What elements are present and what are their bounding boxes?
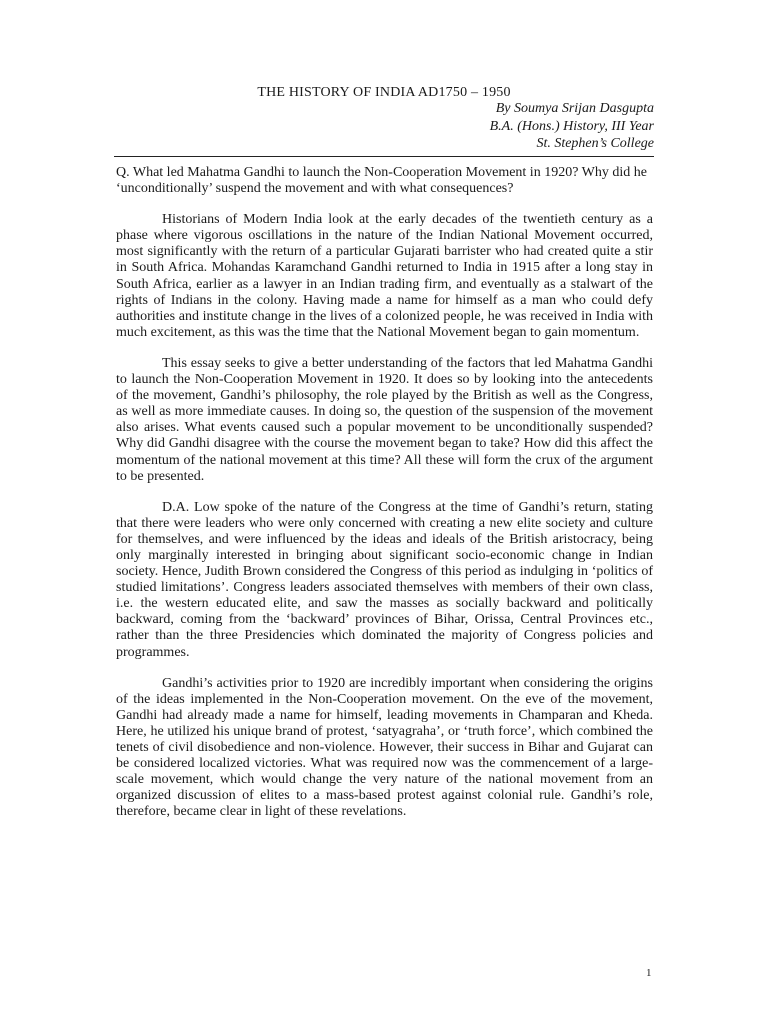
header-divider: [114, 156, 654, 157]
paragraph-2: This essay seeks to give a better understanding of the factors that led Mahatma Gandhi to launch the Non-Cooperation Movement in 1920. It does so by looking into the antecedents of the movement, Gandhi’s philosophy, the role played by the British as well as the Congress, as well as more immediate causes. In doing so, the question of the suspension of the movement also arises. What events caused such a popular movement to be unconditionally suspended? Why did Gandhi disagree with the course the movement began to take? How did this affect the momentum of the national movement at this time? All these will form the crux of the argument to be presented.: [116, 355, 653, 484]
course-line: B.A. (Hons.) History, III Year: [489, 119, 654, 134]
essay-question: Q. What led Mahatma Gandhi to launch the Non-Cooperation Movement in 1920? Why did he ‘unconditionally’ suspend the movement and with what consequences?: [116, 165, 647, 197]
author-line: By Soumya Srijan Dasgupta: [495, 101, 654, 116]
paragraph-3: D.A. Low spoke of the nature of the Congress at the time of Gandhi’s return, stating that there were leaders who were only concerned with creating a new elite society and culture for themselves, and were influenced by the ideas and ideals of the British aristocracy, being only marginally interested in bringing about significant socio-economic change in Indian society. Hence, Judith Brown considered the Congress of this period as indulging in ‘politics of studied limitations’. Congress leaders associated themselves with members of their own class, i.e. the western educated elite, and saw the masses as socially backward and politically backward, coming from the ‘backward’ provinces of Bihar, Orissa, Central Provinces etc., rather than the three Presidencies which dominated the majority of Congress policies and programmes.: [116, 499, 653, 660]
college-line: St. Stephen’s College: [536, 136, 654, 151]
document-body: [116, 165, 653, 835]
document-title: THE HISTORY OF INDIA AD1750 – 1950: [257, 85, 511, 100]
paragraph-1: Historians of Modern India look at the early decades of the twentieth century as a phase where vigorous oscillations in the nature of the Indian National Movement occurred, most significantly with the return of a particular Gujarati barrister who had created quite a stir in South Africa. Mohandas Karamchand Gandhi returned to India in 1915 after a long stay in South Africa, earlier as a lawyer in an Indian trading firm, and eventually as a stalwart of the rights of Indians in the colony. Having made a name for himself as a man who could defy authorities and institute change in the lives of a colonized people, he was received in India with much excitement, as this was the time that the National Movement began to gain momentum.: [116, 212, 653, 340]
page-number: 1: [646, 967, 652, 979]
paragraph-4: Gandhi’s activities prior to 1920 are incredibly important when considering the origins of the ideas implemented in the Non-Cooperation movement. On the eve of the movement, Gandhi had already made a name for himself, leading movements in Champaran and Kheda. Here, he utilized his unique brand of protest, ‘satyagraha’, or ‘truth force’, which combined the tenets of civil disobedience and non-violence. However, their success in Bihar and Gujarat can be considered localized victories. What was required now was the commencement of a large-scale movement, which would change the very nature of the national movement from an organized discussion of elites to a mass-based protest against colonial rule. Gandhi’s role, therefore, became clear in light of these revelations.: [116, 675, 653, 820]
